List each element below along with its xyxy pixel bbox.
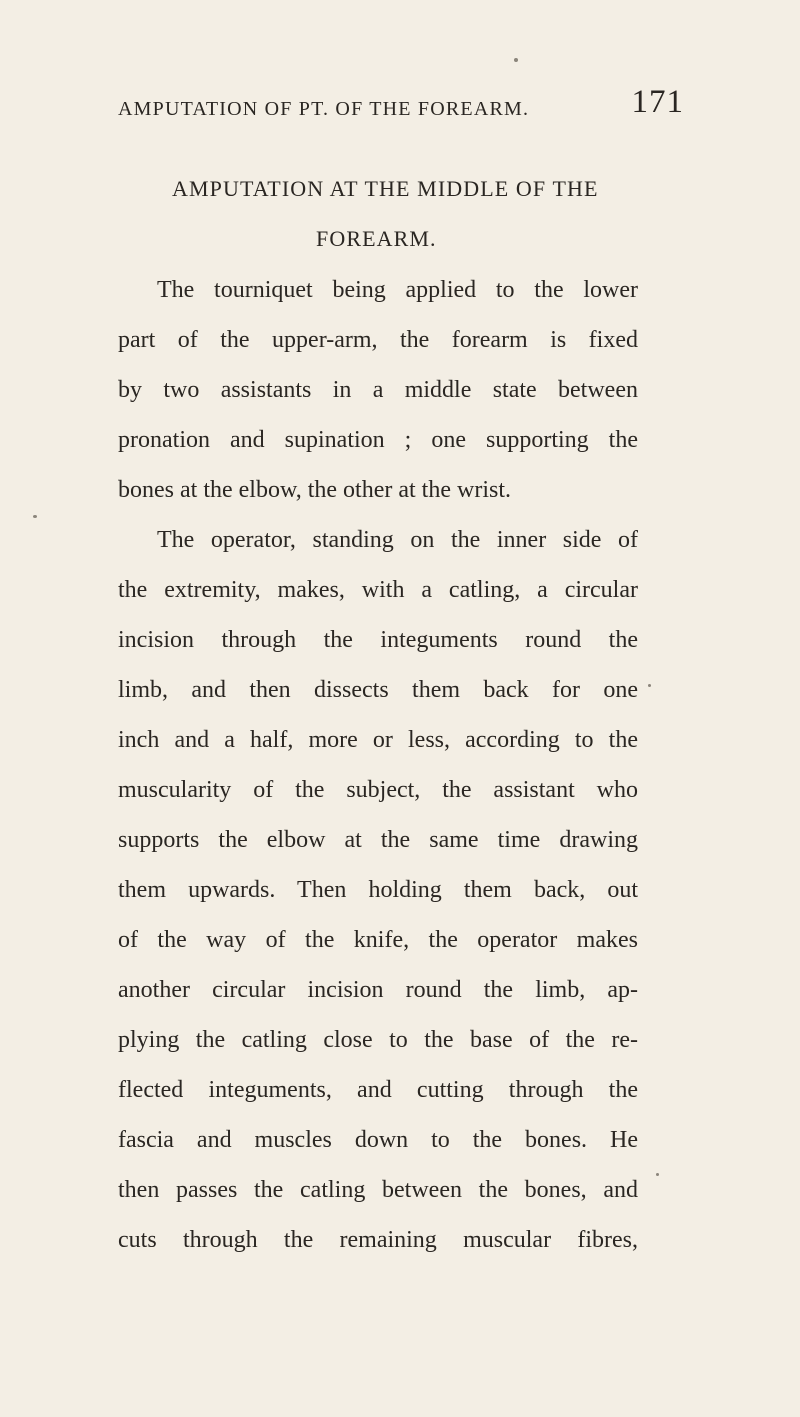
body-line-14: of the way of the knife, the operator makes <box>118 927 638 953</box>
body-line-5: bones at the elbow, the other at the wrist. <box>118 477 511 503</box>
paper-speck <box>656 1173 659 1176</box>
body-line-7: the extremity, makes, with a catling, a circular <box>118 577 638 603</box>
running-title: AMPUTATION OF PT. OF THE FOREARM. <box>118 98 530 120</box>
paper-speck <box>514 58 518 62</box>
body-line-12: supports the elbow at the same time drawing <box>118 827 638 853</box>
paper-speck <box>648 684 651 687</box>
section-heading-line-1: AMPUTATION AT THE MIDDLE OF THE <box>172 176 599 201</box>
body-line-17: flected integuments, and cutting through the <box>118 1077 638 1103</box>
running-head <box>118 84 684 124</box>
body-line-1: The tourniquet being applied to the lower <box>157 277 638 303</box>
body-line-20: cuts through the remaining muscular fibres, <box>118 1227 638 1253</box>
body-line-18: fascia and muscles down to the bones. He <box>118 1127 638 1153</box>
body-line-3: by two assistants in a middle state between <box>118 377 638 403</box>
body-line-4: pronation and supination ; one supporting the <box>118 427 638 453</box>
body-line-9: limb, and then dissects them back for one <box>118 677 638 703</box>
section-heading-line-2: FOREARM. <box>316 226 437 251</box>
body-line-8: incision through the integuments round the <box>118 627 638 653</box>
body-line-19: then passes the catling between the bones, and <box>118 1177 638 1203</box>
body-line-6: The operator, standing on the inner side of <box>157 527 638 553</box>
body-line-15: another circular incision round the limb, ap- <box>118 977 638 1003</box>
page-number: 171 <box>631 84 684 120</box>
body-line-13: them upwards. Then holding them back, out <box>118 877 638 903</box>
body-line-16: plying the catling close to the base of the re- <box>118 1027 638 1053</box>
body-line-2: part of the upper-arm, the forearm is fixed <box>118 327 638 353</box>
body-line-10: inch and a half, more or less, according to the <box>118 727 638 753</box>
body-line-11: muscularity of the subject, the assistant who <box>118 777 638 803</box>
paper-speck <box>33 515 37 518</box>
